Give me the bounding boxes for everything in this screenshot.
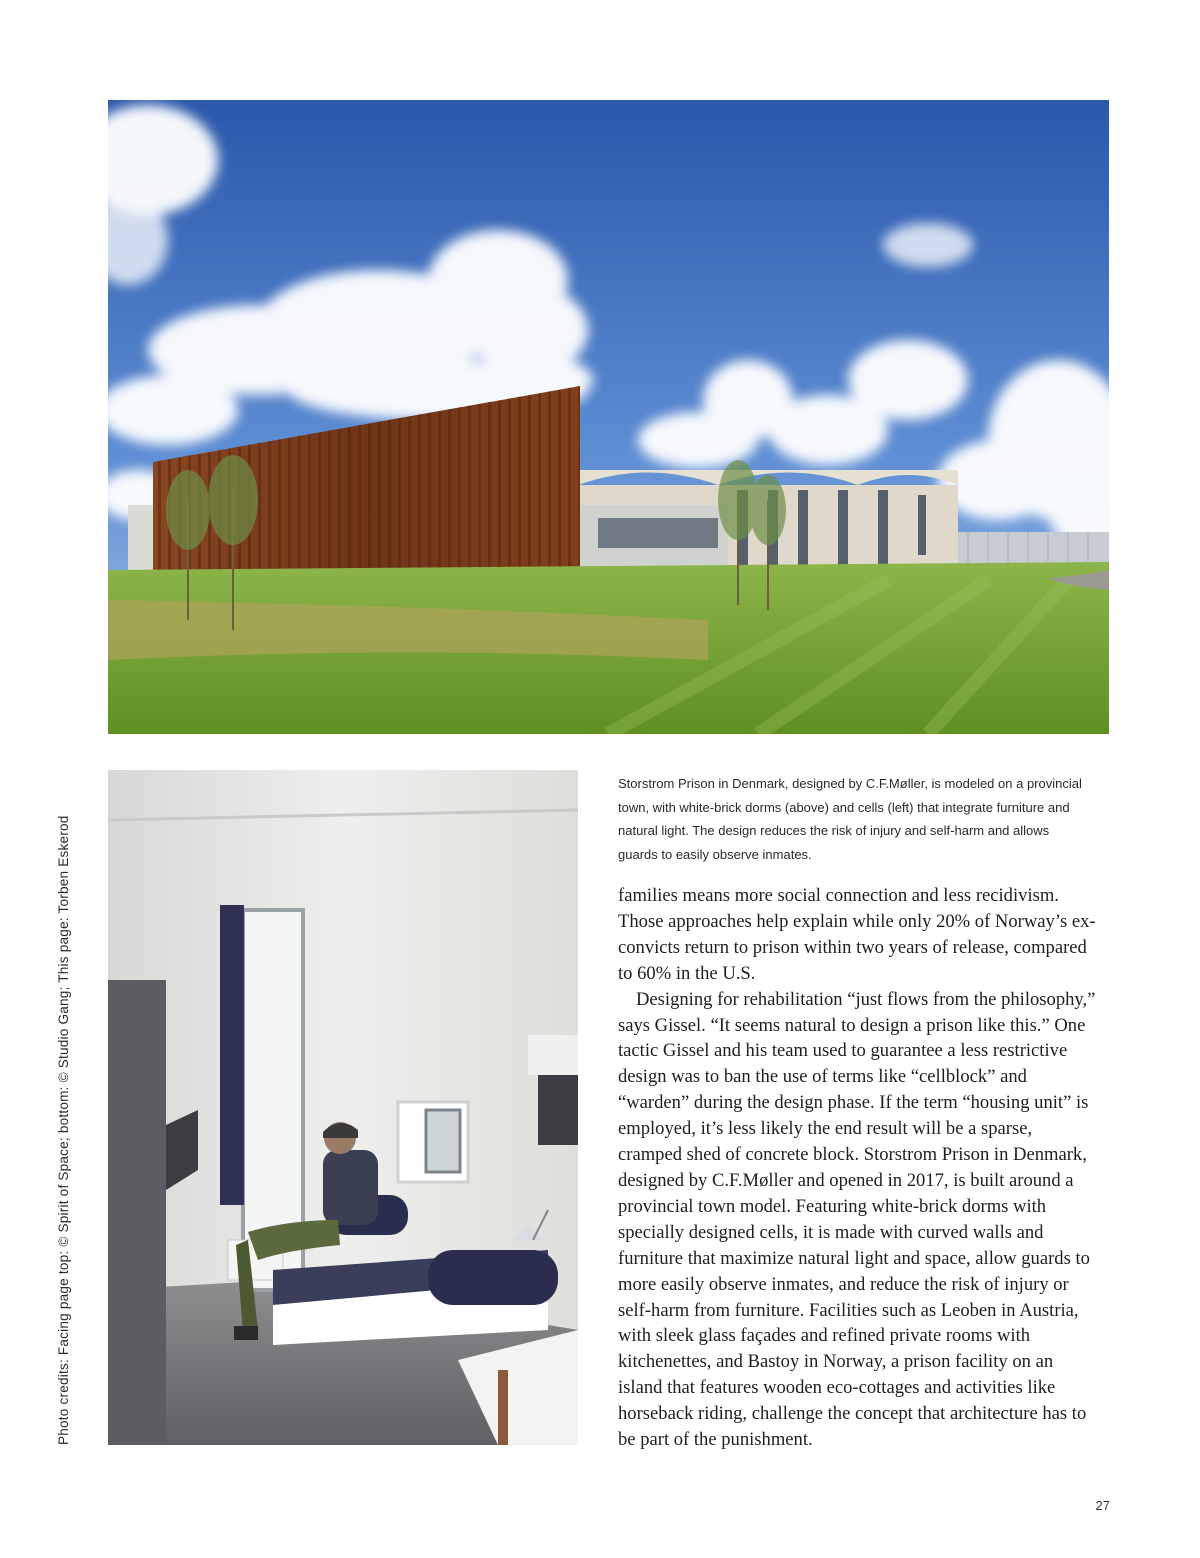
body-paragraph-2: Designing for rehabilitation “just flows from the philosophy,” says Gissel. “It seems natural to design a prison like this.” One tactic Gissel and his team used to guarantee a less restrictive design was to ban the use of terms like “cellblock” and “warden” during the design phase. If the term “housing unit” is employed, it’s less likely the end result will be a sparse, cramped shed of concrete block. Storstrom Prison in Denmark, designed by C.F.Møller and opened in 2017, is built around a provincial town model. Featuring white-brick dorms with specially designed cells, it is made with curved walls and furniture that maximize natural light and space, allow guards to more easily observe inmates, and reduce the risk of injury or self-harm from furniture. Facilities such as Leoben in Austria, with sleek glass façades and refined private rooms with kitchenettes, and Bastoy in Norway, a prison facility on an island that features wooden eco-cottages and activities like horseback riding, challenge the concept that architecture has to be part of the punishment. xyxy=(618,988,1096,1451)
body-paragraph-1: families means more social connection and less recidivism. Those approaches help explain while only 20% of Norway’s ex-convicts return to prison within two years of release, compared to 60% in the U.S. xyxy=(618,885,1096,984)
prison-exterior-photo xyxy=(108,100,1109,734)
article-body xyxy=(618,883,1100,1453)
page-number: 27 xyxy=(1095,1498,1110,1513)
photo-caption: Storstrom Prison in Denmark, designed by C.F.Møller, is modeled on a provincial town, with white-brick dorms (above) and cells (left) that integrate furniture and natural light. The design reduces the risk of injury and self-harm and allows guards to easily observe inmates. xyxy=(618,776,1082,862)
photo-credits: Photo credits: Facing page top: © Spirit of Space; bottom: © Studio Gang; This page: Torben Eskerod xyxy=(56,815,71,1445)
prison-cell-photo xyxy=(108,770,578,1445)
